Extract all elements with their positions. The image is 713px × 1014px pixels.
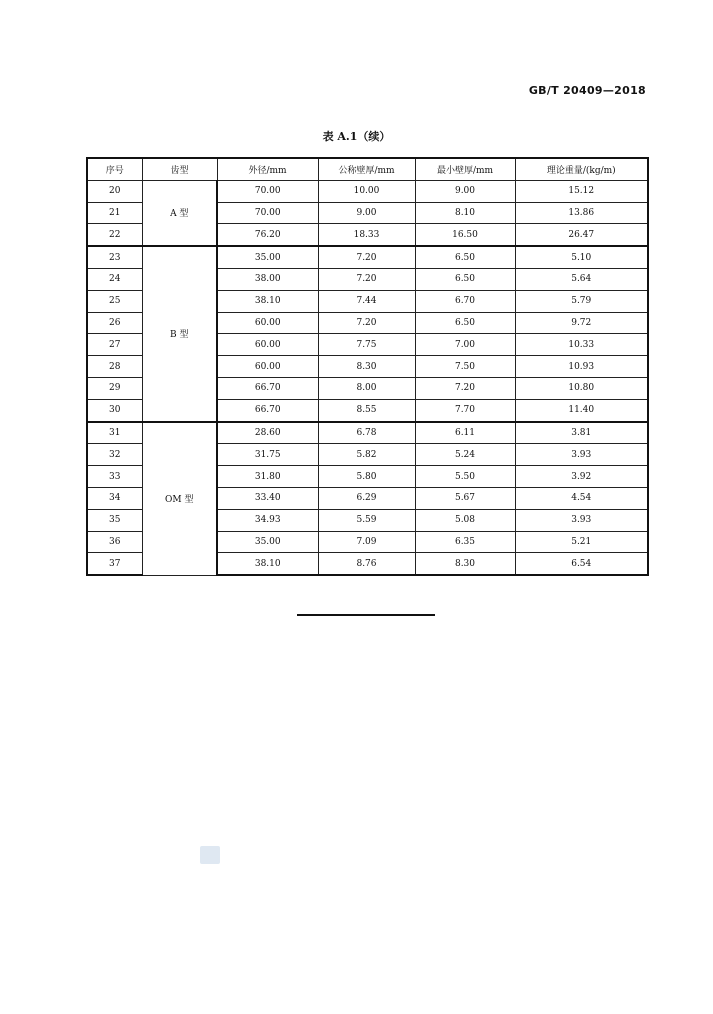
cell-weight: 3.81 bbox=[515, 422, 648, 444]
cell-outer-diameter: 60.00 bbox=[217, 356, 318, 378]
table-body bbox=[87, 180, 648, 575]
column-header-weight: 理论重量/(kg/m) bbox=[515, 158, 648, 180]
cell-nominal-wall: 8.55 bbox=[318, 399, 415, 421]
cell-outer-diameter: 38.10 bbox=[217, 553, 318, 575]
column-header-outer-diameter: 外径/mm bbox=[217, 158, 318, 180]
cell-nominal-wall: 6.78 bbox=[318, 422, 415, 444]
cell-outer-diameter: 66.70 bbox=[217, 399, 318, 421]
cell-weight: 3.93 bbox=[515, 444, 648, 466]
cell-weight: 10.93 bbox=[515, 356, 648, 378]
cell-weight: 5.10 bbox=[515, 246, 648, 268]
cell-min-wall: 8.10 bbox=[415, 202, 515, 224]
cell-nominal-wall: 5.80 bbox=[318, 466, 415, 488]
cell-nominal-wall: 10.00 bbox=[318, 180, 415, 202]
cell-weight: 5.79 bbox=[515, 290, 648, 312]
cell-index: 32 bbox=[87, 444, 142, 466]
cell-min-wall: 6.11 bbox=[415, 422, 515, 444]
cell-index: 25 bbox=[87, 290, 142, 312]
cell-nominal-wall: 9.00 bbox=[318, 202, 415, 224]
cell-min-wall: 7.50 bbox=[415, 356, 515, 378]
cell-outer-diameter: 31.75 bbox=[217, 444, 318, 466]
cell-min-wall: 7.70 bbox=[415, 399, 515, 421]
cell-index: 37 bbox=[87, 553, 142, 575]
cell-min-wall: 5.08 bbox=[415, 509, 515, 531]
cell-outer-diameter: 28.60 bbox=[217, 422, 318, 444]
cell-min-wall: 5.67 bbox=[415, 487, 515, 509]
cell-nominal-wall: 8.30 bbox=[318, 356, 415, 378]
table-header-row bbox=[87, 158, 648, 180]
cell-nominal-wall: 8.00 bbox=[318, 377, 415, 399]
watermark-stamp bbox=[200, 846, 220, 864]
cell-tooth-type: A 型 bbox=[142, 180, 217, 246]
cell-weight: 3.92 bbox=[515, 466, 648, 488]
cell-min-wall: 5.24 bbox=[415, 444, 515, 466]
end-rule bbox=[297, 614, 435, 616]
cell-outer-diameter: 35.00 bbox=[217, 246, 318, 268]
cell-min-wall: 16.50 bbox=[415, 224, 515, 246]
cell-index: 35 bbox=[87, 509, 142, 531]
cell-index: 33 bbox=[87, 466, 142, 488]
cell-min-wall: 6.35 bbox=[415, 531, 515, 553]
cell-min-wall: 6.70 bbox=[415, 290, 515, 312]
cell-weight: 10.80 bbox=[515, 377, 648, 399]
cell-nominal-wall: 7.44 bbox=[318, 290, 415, 312]
cell-weight: 10.33 bbox=[515, 334, 648, 356]
cell-index: 22 bbox=[87, 224, 142, 246]
cell-nominal-wall: 7.20 bbox=[318, 246, 415, 268]
cell-min-wall: 6.50 bbox=[415, 312, 515, 334]
cell-tooth-type: B 型 bbox=[142, 246, 217, 421]
table-row bbox=[87, 180, 648, 202]
cell-weight: 6.54 bbox=[515, 553, 648, 575]
cell-nominal-wall: 7.09 bbox=[318, 531, 415, 553]
column-header-tooth-type: 齿型 bbox=[142, 158, 217, 180]
cell-min-wall: 8.30 bbox=[415, 553, 515, 575]
cell-outer-diameter: 38.10 bbox=[217, 290, 318, 312]
cell-outer-diameter: 76.20 bbox=[217, 224, 318, 246]
cell-weight: 13.86 bbox=[515, 202, 648, 224]
column-header-index: 序号 bbox=[87, 158, 142, 180]
cell-index: 28 bbox=[87, 356, 142, 378]
cell-index: 31 bbox=[87, 422, 142, 444]
cell-outer-diameter: 60.00 bbox=[217, 334, 318, 356]
standard-code: GB/T 20409—2018 bbox=[528, 84, 646, 97]
cell-min-wall: 7.00 bbox=[415, 334, 515, 356]
cell-nominal-wall: 7.20 bbox=[318, 312, 415, 334]
cell-min-wall: 9.00 bbox=[415, 180, 515, 202]
cell-index: 27 bbox=[87, 334, 142, 356]
cell-nominal-wall: 7.75 bbox=[318, 334, 415, 356]
cell-index: 21 bbox=[87, 202, 142, 224]
cell-min-wall: 6.50 bbox=[415, 246, 515, 268]
cell-nominal-wall: 7.20 bbox=[318, 268, 415, 290]
column-header-nominal-wall: 公称壁厚/mm bbox=[318, 158, 415, 180]
cell-nominal-wall: 8.76 bbox=[318, 553, 415, 575]
cell-outer-diameter: 34.93 bbox=[217, 509, 318, 531]
cell-weight: 15.12 bbox=[515, 180, 648, 202]
cell-min-wall: 6.50 bbox=[415, 268, 515, 290]
cell-outer-diameter: 70.00 bbox=[217, 180, 318, 202]
cell-weight: 4.54 bbox=[515, 487, 648, 509]
cell-outer-diameter: 70.00 bbox=[217, 202, 318, 224]
cell-index: 24 bbox=[87, 268, 142, 290]
column-header-min-wall: 最小壁厚/mm bbox=[415, 158, 515, 180]
cell-nominal-wall: 5.59 bbox=[318, 509, 415, 531]
cell-nominal-wall: 5.82 bbox=[318, 444, 415, 466]
cell-index: 29 bbox=[87, 377, 142, 399]
cell-index: 23 bbox=[87, 246, 142, 268]
spec-table bbox=[86, 157, 649, 576]
cell-outer-diameter: 35.00 bbox=[217, 531, 318, 553]
cell-outer-diameter: 33.40 bbox=[217, 487, 318, 509]
cell-weight: 3.93 bbox=[515, 509, 648, 531]
cell-index: 34 bbox=[87, 487, 142, 509]
cell-min-wall: 7.20 bbox=[415, 377, 515, 399]
cell-outer-diameter: 31.80 bbox=[217, 466, 318, 488]
cell-weight: 11.40 bbox=[515, 399, 648, 421]
table-row bbox=[87, 422, 648, 444]
cell-weight: 9.72 bbox=[515, 312, 648, 334]
cell-min-wall: 5.50 bbox=[415, 466, 515, 488]
cell-index: 20 bbox=[87, 180, 142, 202]
cell-outer-diameter: 38.00 bbox=[217, 268, 318, 290]
cell-index: 36 bbox=[87, 531, 142, 553]
cell-weight: 26.47 bbox=[515, 224, 648, 246]
cell-nominal-wall: 18.33 bbox=[318, 224, 415, 246]
cell-nominal-wall: 6.29 bbox=[318, 487, 415, 509]
cell-weight: 5.64 bbox=[515, 268, 648, 290]
table-caption: 表 A.1（续） bbox=[322, 130, 391, 143]
table-row bbox=[87, 246, 648, 268]
cell-index: 26 bbox=[87, 312, 142, 334]
cell-tooth-type: OM 型 bbox=[142, 422, 217, 576]
cell-weight: 5.21 bbox=[515, 531, 648, 553]
cell-index: 30 bbox=[87, 399, 142, 421]
cell-outer-diameter: 60.00 bbox=[217, 312, 318, 334]
cell-outer-diameter: 66.70 bbox=[217, 377, 318, 399]
